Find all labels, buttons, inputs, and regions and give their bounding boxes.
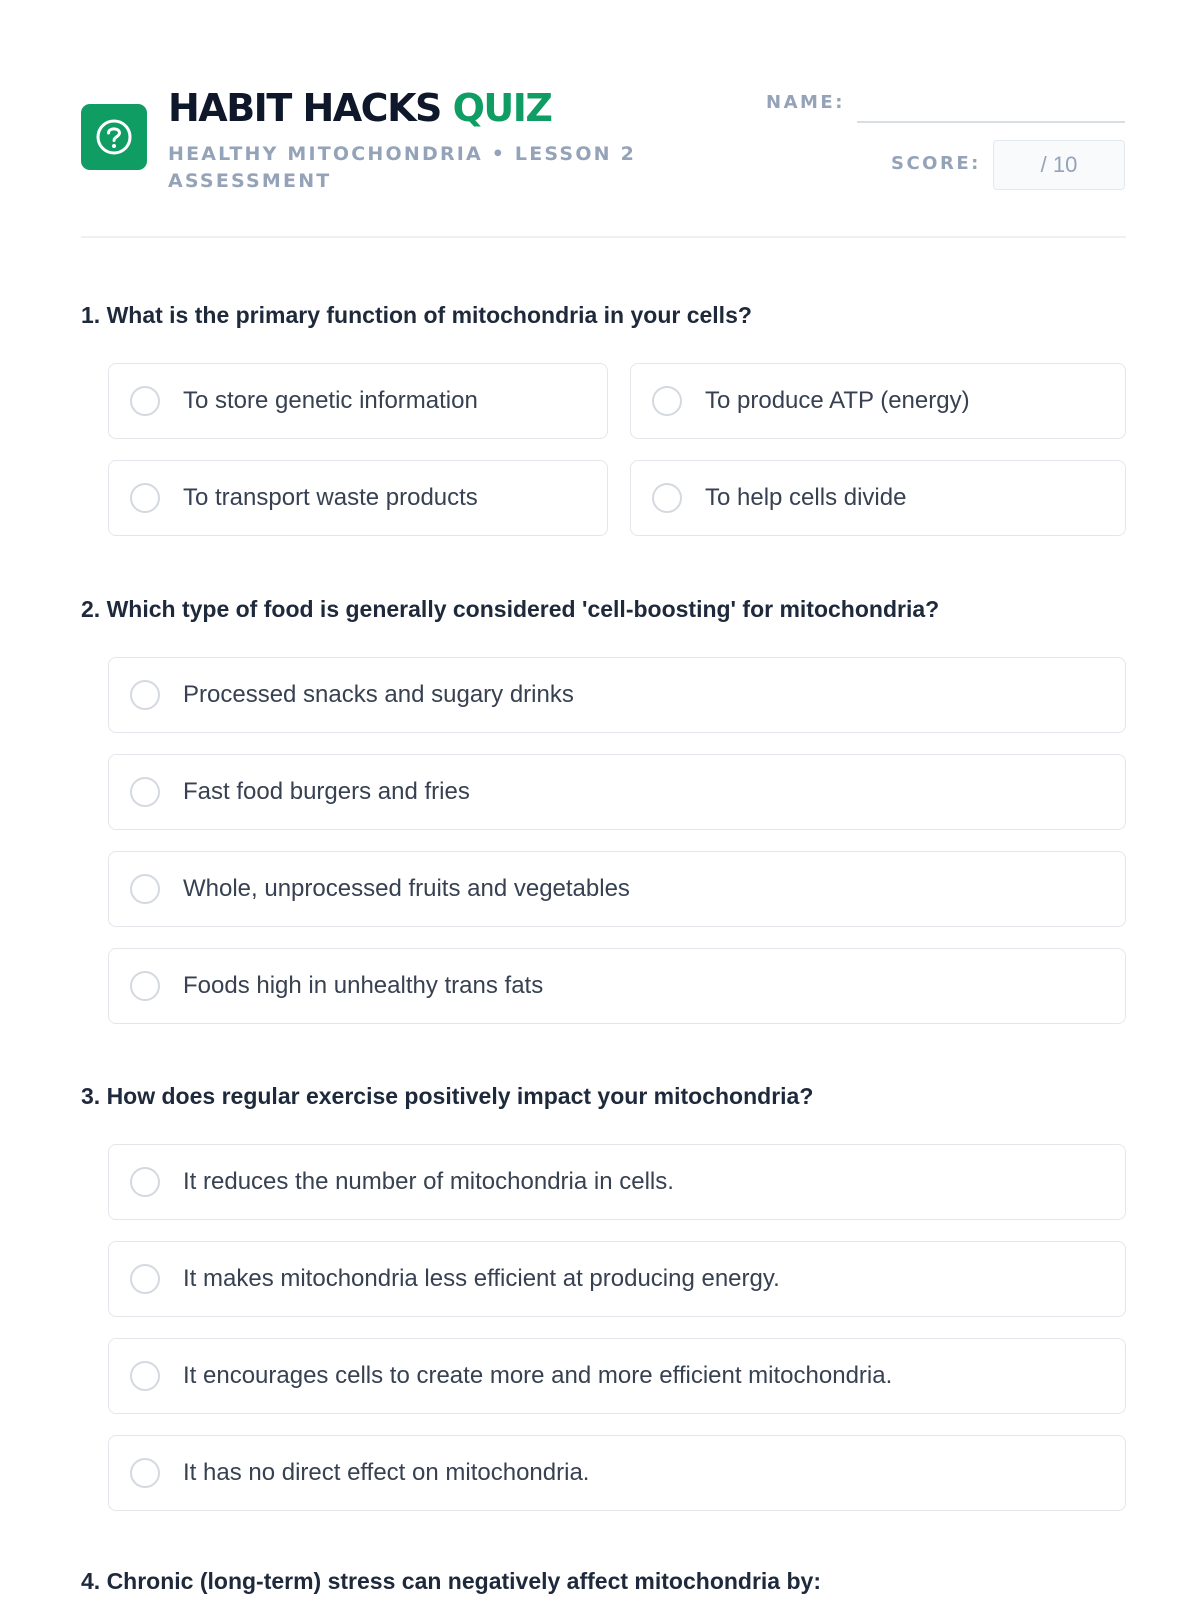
option-2c[interactable] [108,851,1126,927]
option-1b[interactable] [630,363,1126,439]
radio-button[interactable] [130,874,160,904]
option-label: It reduces the number of mitochondria in cells. [183,1168,674,1195]
title-main: HABIT HACKS [168,86,441,130]
radio-button[interactable] [130,1458,160,1488]
option-label: Fast food burgers and fries [183,778,470,805]
question-text: 3. How does regular exercise positively impact your mitochondria? [81,1083,814,1109]
option-label: It has no direct effect on mitochondria. [183,1459,590,1486]
radio-button[interactable] [130,483,160,513]
radio-button[interactable] [130,386,160,416]
option-1c[interactable] [108,460,608,536]
quiz-header [81,0,1126,238]
radio-button[interactable] [130,777,160,807]
question-text: 2. Which type of food is generally considered 'cell-boosting' for mitochondria? [81,596,940,622]
option-label: It encourages cells to create more and more efficient mitochondria. [183,1362,893,1389]
option-2b[interactable] [108,754,1126,830]
name-label: NAME: [766,92,845,113]
question-3 [81,1081,1126,1486]
option-2a[interactable] [108,657,1126,733]
question-4 [81,1566,1126,1596]
option-3b[interactable] [108,1241,1126,1317]
score-field[interactable]: / 10 [993,140,1125,190]
radio-button[interactable] [130,1361,160,1391]
option-2d[interactable] [108,948,1126,1024]
page-subtitle: HEALTHY MITOCHONDRIA • LESSON 2 ASSESSMENT [168,143,637,192]
option-label: Processed snacks and sugary drinks [183,681,574,708]
option-label: It makes mitochondria less efficient at producing energy. [183,1265,780,1292]
name-field[interactable] [857,121,1125,123]
option-label: To store genetic information [183,387,478,414]
question-circle-icon [94,117,134,157]
question-text: 1. What is the primary function of mitochondria in your cells? [81,302,752,328]
option-label: To transport waste products [183,484,478,511]
option-label: Foods high in unhealthy trans fats [183,972,544,999]
option-1a[interactable] [108,363,608,439]
quiz-page [81,0,1126,1594]
option-label: Whole, unprocessed fruits and vegetables [183,875,630,902]
radio-button[interactable] [130,680,160,710]
radio-button[interactable] [130,1264,160,1294]
radio-button[interactable] [652,386,682,416]
page-title [168,84,551,132]
radio-button[interactable] [130,971,160,1001]
option-1d[interactable] [630,460,1126,536]
option-label: To produce ATP (energy) [705,387,970,414]
option-3a[interactable] [108,1144,1126,1220]
radio-button[interactable] [130,1167,160,1197]
question-text: 4. Chronic (long-term) stress can negatively affect mitochondria by: [81,1568,821,1594]
logo-badge [81,104,147,170]
radio-button[interactable] [652,483,682,513]
question-2 [81,594,1126,999]
score-label: SCORE: [891,153,981,174]
question-1 [81,300,1126,511]
option-3d[interactable] [108,1435,1126,1511]
option-label: To help cells divide [705,484,907,511]
title-accent: QUIZ [452,86,552,130]
option-3c[interactable] [108,1338,1126,1414]
